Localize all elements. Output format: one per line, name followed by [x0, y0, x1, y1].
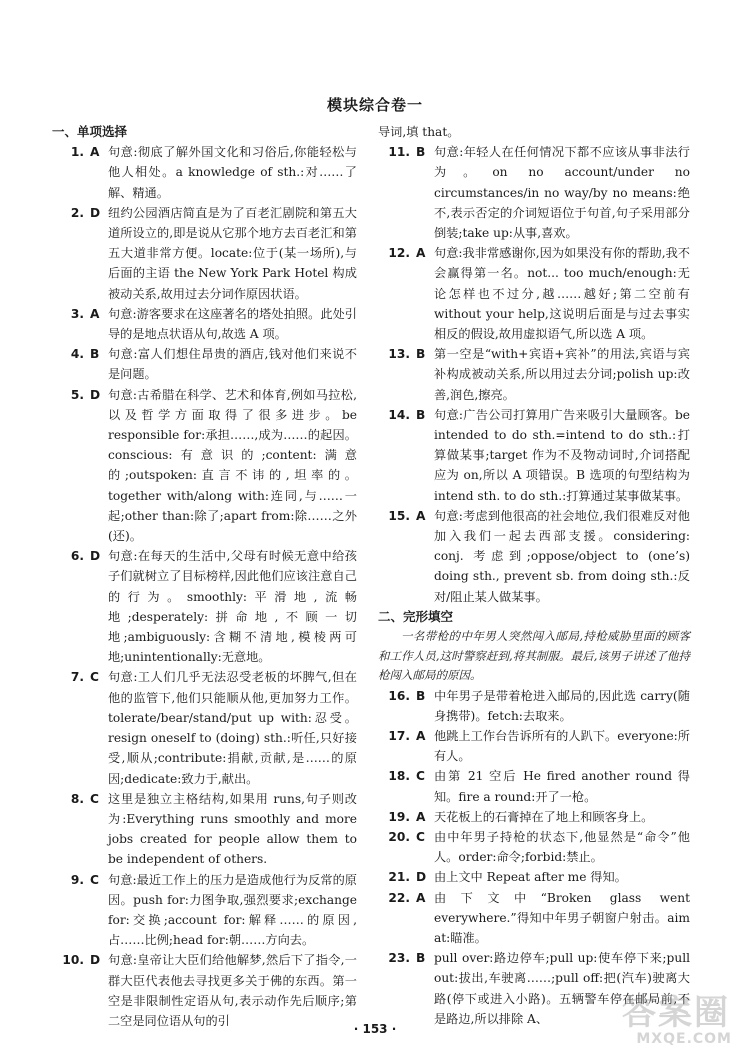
item-number: 19. — [388, 809, 410, 824]
answer-item — [378, 243, 690, 344]
answer-list-cloze — [378, 686, 690, 1029]
item-number: 3. — [70, 306, 84, 321]
item-number: 8. — [70, 791, 84, 806]
left-column — [52, 122, 357, 1031]
item-answer: B — [416, 688, 426, 703]
item-explanation: 句意:工人们几乎无法忍受老板的坏脾气,但在他的监管下,他们只能顺从他,更加努力工作。tolerate/bear/stand/put up with:忍受。resign oneself to (doing) sth.:听任,只好接受,顺从;contribute:捐献,贡献,是……的原因;dedicate:致力于,献出。 — [108, 670, 357, 786]
item-answer: D — [90, 953, 101, 968]
answer-item — [52, 789, 357, 870]
section-heading-single-choice: 一、单项选择 — [52, 124, 128, 139]
item-explanation: 句意:年轻人在任何情况下都不应该从事非法行为。on no account/under no circumstances/in no way/by no means:绝不,表示否定的介词短语位于句首,句子采用部分倒装;take up:从事,喜欢。 — [434, 145, 690, 241]
item-explanation: 句意:游客要求在这座著名的塔处拍照。此处引导的是地点状语从句,故选 A 项。 — [108, 306, 357, 342]
item-answer: B — [416, 145, 426, 160]
answer-item — [52, 667, 357, 788]
item-explanation: pull over:路边停车;pull up:使车停下来;pull out:拔出,车驶离……;pull off:把(汽车)驶离大路(停下或进入小路)。五辆警车停在邮局前,不是路边,所以排除 A、 — [434, 951, 690, 1026]
item-answer: C — [90, 791, 99, 806]
item-answer: D — [90, 205, 101, 220]
item-answer: C — [416, 769, 425, 784]
item-number: 22. — [388, 890, 410, 905]
answer-item — [378, 766, 690, 806]
page-title: 模块综合卷一 — [326, 96, 423, 114]
item-number: 11. — [388, 145, 410, 160]
item-number: 7. — [70, 670, 84, 685]
answer-item — [378, 867, 690, 887]
answer-item — [378, 807, 690, 827]
item-explanation: 中年男子是带着枪进入邮局的,因此选 carry(随身携带)。fetch:去取来。 — [434, 688, 690, 723]
item-number: 4. — [70, 347, 84, 362]
answer-item — [52, 203, 357, 304]
item-explanation: 天花板上的石膏掉在了地上和顾客身上。 — [434, 809, 654, 824]
section-heading-cloze: 二、完形填空 — [378, 608, 454, 624]
answer-item — [378, 405, 690, 506]
item-explanation: 句意:我非常感谢你,因为如果没有你的帮助,我不会赢得第一名。not... too much/enough:无论怎样也不过分,越……越好;第二空前有 without your help,这说明后面是与过去事实相反的假设,故用虚拟语气,所以选 A 项。 — [434, 246, 690, 342]
answer-item — [52, 344, 357, 384]
item-number: 12. — [388, 246, 410, 261]
item-explanation: 第一空是“with+宾语+宾补”的用法,宾语与宾补构成被动关系,所以用过去分词;polish up:改善,润色,擦亮。 — [434, 347, 690, 402]
watermark-logo — [594, 985, 736, 1047]
item-number: 17. — [388, 728, 410, 743]
item-explanation: 句意:富人们想住昂贵的酒店,钱对他们来说不是问题。 — [108, 347, 357, 382]
watermark-url: MXQE.COM — [636, 1031, 732, 1047]
item-answer: C — [90, 872, 99, 887]
item-answer: A — [416, 809, 426, 824]
item-number: 18. — [388, 769, 410, 784]
item-explanation: 句意:考虑到他很高的社会地位,我们很难反对他加入我们一起去西部支援。considering: conj. 考虑到;oppose/object to (one’s) doing sth., prevent sb. from doing sth.:反对/阻止某人做某事。 — [434, 508, 690, 604]
item-explanation: 由中年男子持枪的状态下,他显然是“命令”他人。order:命令;forbid:禁止。 — [434, 830, 690, 865]
item-explanation: 句意:皇帝让大臣们给他解梦,然后下了指令,一群大臣代表他去寻找更多关于佛的东西。第一空是非限制性定语从句,表示动作先后顺序;第二空是同位语从句的引 — [108, 953, 357, 1028]
item-number: 1. — [70, 145, 84, 160]
answer-item — [378, 686, 690, 726]
answer-list-left — [52, 142, 357, 1031]
item-answer: B — [416, 347, 426, 362]
item-answer: D — [416, 870, 427, 885]
answer-item — [52, 304, 357, 344]
item-number: 23. — [388, 951, 410, 966]
page-number: · 153 · — [353, 1022, 397, 1036]
answer-item — [378, 827, 690, 867]
answer-item — [52, 950, 357, 1031]
item-answer: A — [416, 246, 426, 261]
item-answer: A — [90, 145, 100, 160]
item-answer: A — [416, 508, 426, 523]
item-explanation: 句意:在每天的生活中,父母有时候无意中给孩子们就树立了目标榜样,因此他们应该注意自己的行为。smoothly:平滑地,流畅地;desperately:拼命地,不顾一切地;ambiguously:含糊不清地,模棱两可地;unintentionally:无意地。 — [108, 549, 357, 665]
answer-item — [378, 344, 690, 405]
cloze-intro: 一名带枪的中年男人突然闯入邮局,持枪威胁里面的顾客和工作人员,这时警察赶到,将其制服。最后,该男子讲述了他持枪闯入邮局的原因。 — [378, 629, 690, 683]
answer-item — [52, 870, 357, 951]
right-column — [378, 122, 690, 1029]
item-explanation: 句意:最近工作上的压力是造成他行为反常的原因。push for:力图争取,强烈要求;exchange for:交换;account for:解释……的原因,占……比例;head for:朝……方向去。 — [108, 872, 357, 948]
item-answer: A — [90, 306, 100, 321]
answer-item — [378, 888, 690, 949]
item-number: 16. — [388, 688, 410, 703]
item-answer: B — [416, 407, 426, 422]
item-answer: A — [416, 890, 426, 905]
answer-item — [378, 726, 690, 766]
item-number: 20. — [388, 830, 410, 844]
answer-item — [378, 506, 690, 607]
item-number: 13. — [388, 347, 410, 362]
item-number: 9. — [70, 872, 84, 887]
item-explanation: 句意:广告公司打算用广告来吸引大量顾客。be intended to do sth.=intend to do sth.:打算做某事;target 作为不及物动词时,介词搭配应为 on,所以 A 项错误。B 选项的句型结构为 intend sth. to do sth.:打算通过某事做某事。 — [434, 407, 690, 503]
item-number: 2. — [70, 205, 84, 220]
item-answer: D — [90, 387, 101, 402]
item-number: 14. — [388, 407, 410, 422]
answer-item — [378, 142, 690, 243]
item-explanation: 由上文中 Repeat after me 得知。 — [434, 870, 627, 885]
item-explanation: 由第 21 空后 He fired another round 得知。fire a round:开了一枪。 — [434, 769, 690, 804]
item-number: 5. — [70, 387, 84, 402]
item-explanation: 句意:彻底了解外国文化和习俗后,你能轻松与他人相处。a knowledge of sth.:对……了解、精通。 — [108, 145, 357, 200]
answer-item — [52, 546, 357, 667]
answer-item — [52, 142, 357, 203]
item-answer: B — [416, 951, 426, 966]
item-number: 6. — [70, 549, 84, 564]
item-answer: D — [90, 549, 101, 564]
item-answer: C — [416, 830, 425, 844]
answer-list-right — [378, 142, 690, 607]
item-explanation: 由下文中“Broken glass went everywhere.”得知中年男子朝窗户射击。aim at:瞄准。 — [434, 890, 690, 946]
answer-item — [52, 385, 357, 547]
item-explanation: 这里是独立主格结构,如果用 runs,句子则改为:Everything runs smoothly and more jobs created for people allow them to be independent of others. — [108, 791, 357, 867]
item-explanation: 纽约公园酒店简直是为了百老汇剧院和第五大道所设立的,即是说从它那个地方去百老汇和第五大道非常方便。locate:位于(某一场所),与后面的主语 the New York Park Hotel 构成被动关系,故用过去分词作原因状语。 — [108, 205, 357, 301]
item-number: 15. — [388, 508, 410, 523]
item-answer: A — [416, 728, 426, 743]
item-number: 21. — [388, 870, 410, 885]
carryover-text: 导词,填 that。 — [378, 125, 460, 139]
item-answer: B — [90, 347, 100, 362]
item-number: 10. — [62, 953, 84, 968]
watermark-text: 答案圈 — [622, 993, 730, 1033]
item-answer: C — [90, 670, 99, 685]
item-explanation: 句意:古希腊在科学、艺术和体育,例如马拉松,以及哲学方面取得了很多进步。be responsible for:承担……,成为……的起因。conscious:有意识的;content:满意的;outspoken:直言不讳的,坦率的。together with/along with:连同,与……一起;other than:除了;apart from:除……之外(还)。 — [108, 387, 357, 544]
item-explanation: 他跳上工作台告诉所有的人趴下。everyone:所有人。 — [434, 728, 690, 764]
